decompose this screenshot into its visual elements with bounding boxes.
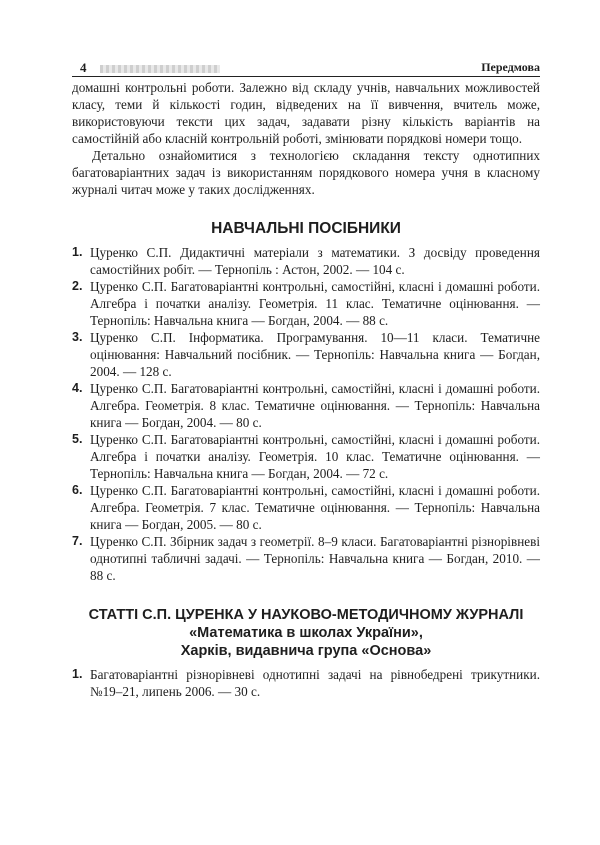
item-number: 1. [72,667,83,681]
item-text: Цуренко С.П. Інформатика. Програмування. 10—11 класи. Тематичне оцінювання: Навчальний посібник. — Тернопіль: Навчальна книга — Богдан, 2004. — 128 с. [90,330,540,379]
list-item [72,533,540,584]
articles-list [72,666,540,700]
articles-heading-line-1: СТАТТІ С.П. ЦУРЕНКА У НАУКОВО-МЕТОДИЧНОМУ ЖУРНАЛІ [88,607,524,623]
item-number: 3. [72,330,83,344]
list-item [72,278,540,329]
header-decoration [100,65,220,73]
item-number: 1. [72,245,83,259]
item-number: 6. [72,483,83,497]
item-text: Цуренко С.П. Багатоваріантні контрольні, самостійні, класні і домашні роботи. Алгебра. Геометрія. 8 клас. Тематичне оцінювання. — Тернопіль: Навчальна книга — Богдан, 2004. — 80 с. [90,381,540,430]
section-heading-textbooks: НАВЧАЛЬНІ ПОСІБНИКИ [211,220,401,237]
intro-paragraph-2: Детально ознайомитися з технологією складання тексту однотипних багатоваріантних задач із використанням порядкового номера учня в класному журналі читач може у таких дослідженнях. [72,148,540,197]
item-number: 4. [72,381,83,395]
list-item [72,380,540,431]
section-heading-articles [72,606,540,660]
running-header [72,58,540,77]
item-number: 2. [72,279,83,293]
running-section-title: Передмова [481,60,540,74]
list-item [72,666,540,700]
textbooks-list [72,244,540,584]
intro-paragraph-1: домашні контрольні роботи. Залежно від складу учнів, навчальних можливостей класу, теми й кількості годин, відведених на її вивчення, вчитель може, використовуючи тексти цих задач, задавати різну кількість варіантів на самостійній або класній контрольній роботі, змінювати порядкові номери тощо. [72,80,540,146]
list-item [72,329,540,380]
item-text: Цуренко С.П. Багатоваріантні контрольні, самостійні, класні і домашні роботи. Алгебра і початки аналізу. Геометрія. 10 клас. Тематичне оцінювання. — Тернопіль: Навчальна книга — Богдан, 2004. — 72 с. [90,432,540,481]
item-text: Цуренко С.П. Дидактичні матеріали з математики. З досвіду проведення самостійних робіт. — Тернопіль : Астон, 2002. — 104 с. [90,245,540,277]
item-text: Багатоваріантні різнорівневі однотипні задачі на рівнобедрені трикутники. №19–21, липень 2006. — 30 с. [90,667,540,699]
articles-heading-line-2: «Математика в школах України», [189,625,423,641]
page-number: 4 [80,60,87,75]
page-content [72,79,540,700]
list-item [72,431,540,482]
item-number: 5. [72,432,83,446]
item-number: 7. [72,534,83,548]
list-item [72,244,540,278]
item-text: Цуренко С.П. Багатоваріантні контрольні, самостійні, класні і домашні роботи. Алгебра і початки аналізу. Геометрія. 11 клас. Тематичне оцінювання. — Тернопіль: Навчальна книга — Богдан, 2004. — 88 с. [90,279,540,328]
articles-heading-line-3: Харків, видавнича група «Основа» [180,643,432,659]
list-item [72,482,540,533]
item-text: Цуренко С.П. Збірник задач з геометрії. 8–9 класи. Багатоваріантні різнорівневі однотипні табличні задачі. — Тернопіль: Навчальна книга — Богдан, 2010. — 88 с. [90,534,540,583]
item-text: Цуренко С.П. Багатоваріантні контрольні, самостійні, класні і домашні роботи. Алгебра. Геометрія. 7 клас. Тематичне оцінювання. — Тернопіль: Навчальна книга — Богдан, 2005. — 80 с. [90,483,540,532]
